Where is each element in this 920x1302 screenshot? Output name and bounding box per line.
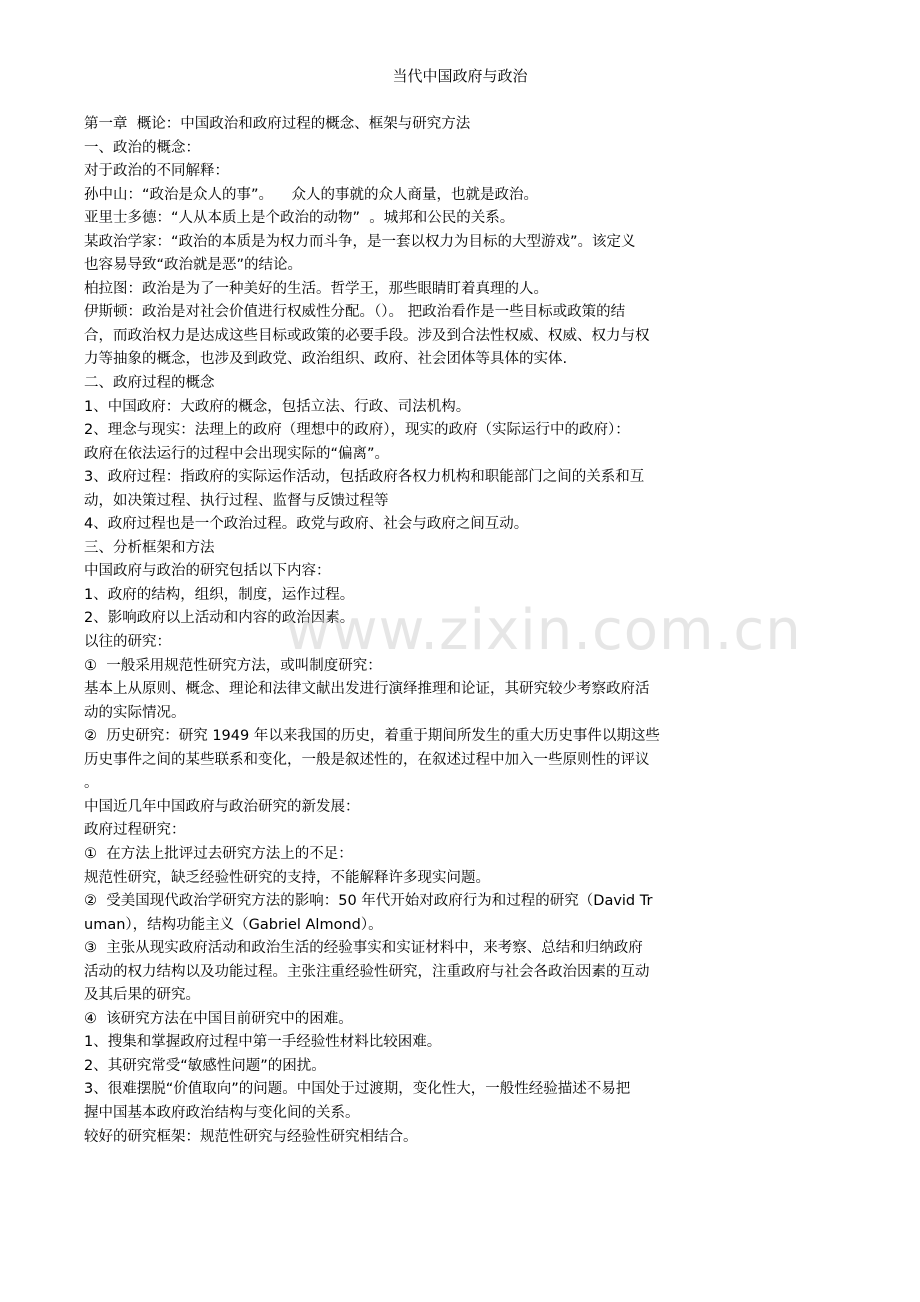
- text-line: 3、政府过程：指政府的实际运作活动，包括政府各权力机构和职能部门之间的关系和互: [84, 469, 645, 486]
- text-line: 力等抽象的概念，也涉及到政党、政治组织、政府、社会团体等具体的实体.: [84, 351, 568, 368]
- text-line: 亚里士多德：“人从本质上是个政治的动物” 。城邦和公民的关系。: [84, 210, 515, 227]
- text-line: 第一章 概论：中国政治和政府过程的概念、框架与研究方法: [84, 116, 471, 132]
- text-line: 2、影响政府以上活动和内容的政治因素。: [84, 610, 355, 627]
- text-line: uman），结构功能主义（Gabriel Almond）。: [84, 916, 383, 933]
- text-line: 规范性研究，缺乏经验性研究的支持，不能解释许多现实问题。: [84, 869, 490, 886]
- text-line: 某政治学家：“政治的本质是为权力而斗争，是一套以权力为目标的大型游戏”。该定义: [84, 233, 636, 250]
- text-line: 3、很难摆脱“价值取向”的问题。中国处于过渡期，变化性大，一般性经验描述不易把: [84, 1081, 631, 1098]
- text-line: 较好的研究框架：规范性研究与经验性研究相结合。: [84, 1128, 418, 1145]
- text-line: 对于政治的不同解释：: [84, 163, 229, 180]
- text-line: ③ 主张从现实政府活动和政治生活的经验事实和实证材料中，来考察、总结和归纳政府: [84, 940, 643, 957]
- text-line: 政府过程研究：: [84, 822, 186, 839]
- text-line: 基本上从原则、概念、理论和法律文献出发进行演绎推理和论证，其研究较少考察政府活: [84, 681, 650, 698]
- text-line: 动，如决策过程、执行过程、监督与反馈过程等: [84, 492, 389, 509]
- text-line: 合，而政治权力是达成这些目标或政策的必要手段。涉及到合法性权威、权威、权力与权: [84, 327, 650, 344]
- text-line: 1、搜集和掌握政府过程中第一手经验性材料比较困难。: [84, 1034, 442, 1051]
- text-line: 2、其研究常受“敏感性问题”的困扰。: [84, 1057, 326, 1074]
- text-line: ② 受美国现代政治学研究方法的影响：50 年代开始对政府行为和过程的研究（David Tr: [84, 893, 653, 910]
- text-line: 伊斯顿：政治是对社会价值进行权威性分配。（）。 把政治看作是一些目标或政策的结: [84, 304, 626, 321]
- text-line: 1、政府的结构，组织，制度，运作过程。: [84, 586, 355, 603]
- text-line: 中国近几年中国政府与政治研究的新发展：: [84, 798, 360, 815]
- text-line: 及其后果的研究。: [84, 987, 200, 1004]
- text-line: 1、中国政府：大政府的概念，包括立法、行政、司法机构。: [84, 398, 471, 415]
- text-line: 二、政府过程的概念: [84, 375, 215, 392]
- text-line: 也容易导致“政治就是恶”的结论。: [84, 257, 303, 274]
- text-line: 三、分析框架和方法: [84, 539, 215, 556]
- text-line: 活动的权力结构以及功能过程。主张注重经验性研究，注重政府与社会各政治因素的互动: [84, 963, 650, 980]
- text-line: 以往的研究：: [84, 634, 171, 651]
- text-line: ① 在方法上批评过去研究方法上的不足：: [84, 845, 353, 862]
- text-line: 握中国基本政府政治结构与变化间的关系。: [84, 1104, 360, 1121]
- text-line: 一、政治的概念：: [84, 139, 200, 156]
- text-line: 。: [84, 775, 99, 792]
- text-line: ① 一般采用规范性研究方法，或叫制度研究：: [84, 657, 382, 674]
- text-line: 2、理念与现实：法理上的政府（理想中的政府），现实的政府（实际运行中的政府）：: [84, 422, 630, 439]
- document-title: 当代中国政府与政治: [392, 67, 528, 85]
- text-line: ④ 该研究方法在中国目前研究中的困难。: [84, 1010, 353, 1027]
- watermark: www.zixin.com.cn: [285, 598, 802, 663]
- text-line: ② 历史研究：研究 1949 年以来我国的历史，着重于期间所发生的重大历史事件以期这些: [84, 728, 660, 745]
- text-line: 中国政府与政治的研究包括以下内容：: [84, 563, 331, 580]
- document-body: [84, 113, 718, 1149]
- text-line: 政府在依法运行的过程中会出现实际的“偏离”。: [84, 445, 390, 462]
- text-line: 历史事件之间的某些联系和变化，一般是叙述性的，在叙述过程中加入一些原则性的评议: [84, 751, 650, 768]
- text-line: 4、政府过程也是一个政治过程。政党与政府、社会与政府之间互动。: [84, 516, 529, 533]
- text-line: 孙中山：“政治是众人的事”。 众人的事就的众人商量，也就是政治。: [84, 186, 538, 203]
- text-line: 柏拉图：政治是为了一种美好的生活。哲学王，那些眼睛盯着真理的人。: [84, 280, 548, 297]
- text-line: 动的实际情况。: [84, 704, 186, 721]
